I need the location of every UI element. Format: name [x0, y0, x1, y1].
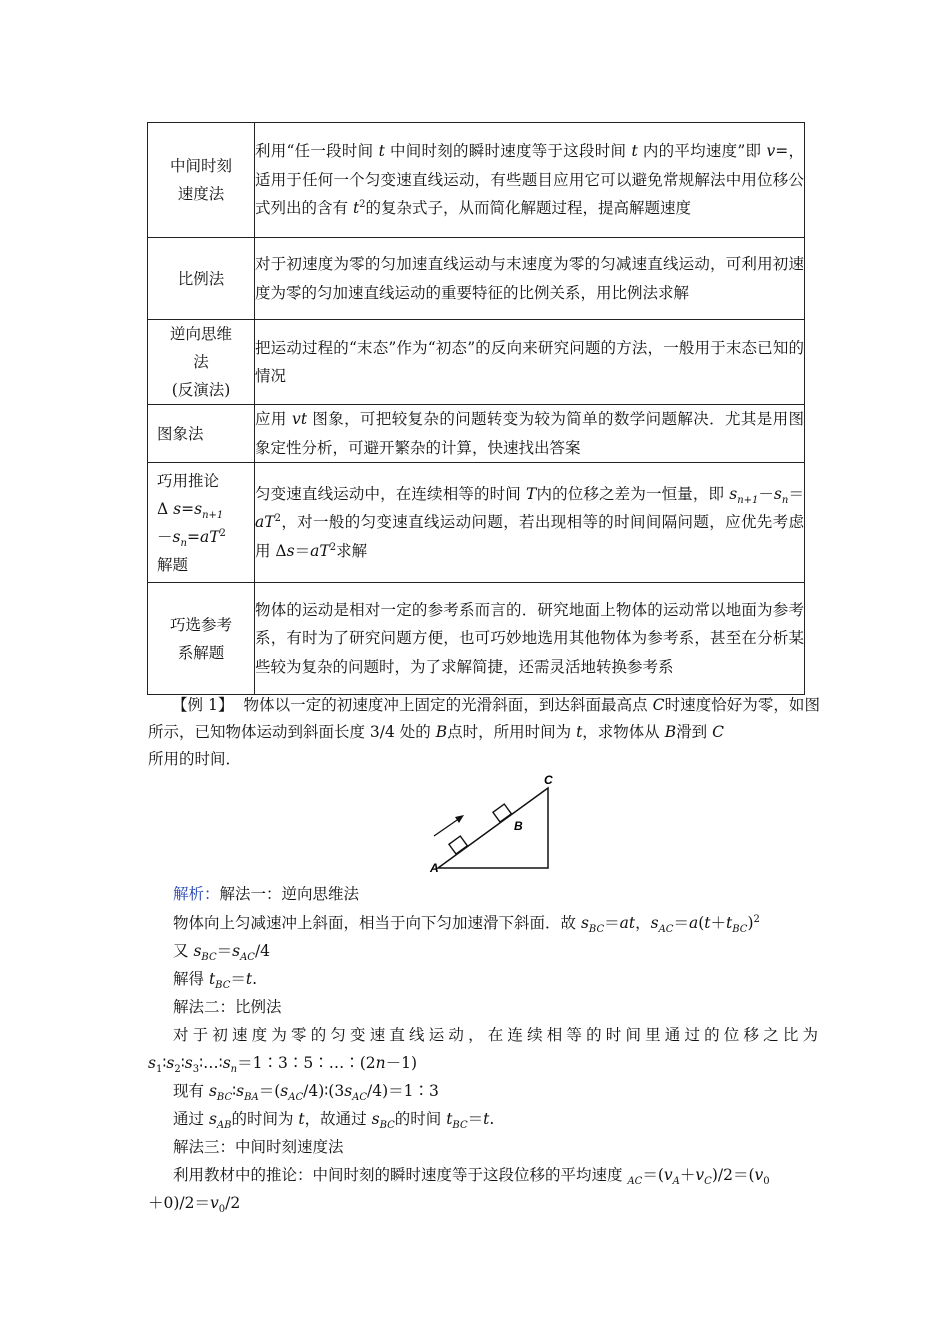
- method-description: 把运动过程的“末态”作为“初态”的反向来研究问题的方法，一般用于末态已知的情况: [255, 320, 805, 405]
- method-name: 巧选参考 系解题: [148, 583, 255, 695]
- table-row: [148, 238, 805, 320]
- solution-line: 又 $s_{BC}=s_{AC}/4$: [173, 942, 271, 964]
- method-name: 逆向思维 法 (反演法): [148, 320, 255, 405]
- solution-line: 对于初速度为零的匀变速直线运动，在连续相等的时间里通过的位移之比为: [173, 1026, 818, 1044]
- table-row: [148, 405, 805, 463]
- table-row: [148, 583, 805, 695]
- table-row: [148, 123, 805, 238]
- block-lower: [449, 836, 467, 854]
- method-description: 应用 vt 图象，可把较复杂的问题转变为较为简单的数学问题解决．尤其是用图象定性分析，可避开繁杂的计算，快速找出答案: [255, 405, 805, 463]
- methods-table: [147, 122, 805, 695]
- method-description: 匀变速直线运动中，在连续相等的时间 T内的位移之差为一恒量，即 $s_{n+1}-s_n=aT^2$，对一般的匀变速直线运动问题，若出现相等的时间间隔问题，应优先考虑用 $\Delta s=aT^2$求解: [255, 463, 805, 583]
- label-c: C: [544, 773, 553, 787]
- solution-line: 物体向上匀减速冲上斜面，相当于向下匀加速滑下斜面．故 $s_{BC}=at$，$s_{AC}=a(t+t_{BC})^2$: [173, 913, 760, 936]
- label-b: B: [514, 819, 523, 833]
- method-description: 物体的运动是相对一定的参考系而言的．研究地面上物体的运动常以地面为参考系，有时为了研究问题方便，也可巧妙地选用其他物体为参考系，甚至在分析某些较为复杂的问题时，为了求解简捷，还需灵活地转换参考系: [255, 583, 805, 695]
- solution-method3-title: 解法三：中间时刻速度法: [173, 1138, 344, 1156]
- table-row: [148, 463, 805, 583]
- method-description: 对于初速度为零的匀加速直线运动与末速度为零的匀减速直线运动，可利用初速度为零的匀加速直线运动的重要特征的比例关系，用比例法求解: [255, 238, 805, 320]
- table-row: [148, 320, 805, 405]
- example-problem: 【例 1】 物体以一定的初速度冲上固定的光滑斜面，到达斜面最高点 C时速度恰好为零，如图所示，已知物体运动到斜面长度 3/4 处的 B点时，所用时间为 t，求物体从 B滑到 C 所用的时间．: [148, 696, 820, 768]
- solution-line: 现有 $s_{BC}∶s_{BA}=(s_{AC}/4)∶(3s_{AC}/4)=1∶3$: [173, 1082, 439, 1104]
- block-upper: [493, 804, 511, 822]
- solution-line: 利用教材中的推论：中间时刻的瞬时速度等于这段位移的平均速度 $_{AC}=(v_A+v_C)/2=(v_0$: [173, 1166, 770, 1188]
- solution-line: 通过 $s_{AB}$的时间为 t，故通过 $s_{BC}$的时间 $t_{BC}=t$.: [173, 1110, 495, 1132]
- arrow-icon: [434, 815, 464, 836]
- incline-triangle: [438, 788, 548, 868]
- method-name: 巧用推论 Δ $s=s_{n+1}$ $-s_n=aT^2$ 解题: [148, 463, 255, 583]
- method-name: 中间时刻 速度法: [148, 123, 255, 238]
- label-a: A: [430, 861, 439, 875]
- method-name: 比例法: [148, 238, 255, 320]
- method-name: 图象法: [148, 405, 255, 463]
- method-description: 利用“任一段时间 t 中间时刻的瞬时速度等于这段时间 t 内的平均速度”即 v=，适用于任何一个匀变速直线运动，有些题目应用它可以避免常规解法中用位移公式列出的含有 $t^2$的复杂式子，从而简化解题过程，提高解题速度: [255, 123, 805, 238]
- solution-line: $+0)/2=v_0/2$: [148, 1194, 241, 1216]
- incline-diagram: [420, 772, 560, 880]
- solution-line: 解得 $t_{BC}=t$.: [173, 970, 258, 992]
- solution-line: $s_1∶s_2∶s_3∶\dots∶s_n=1∶3∶5∶\dots∶(2n-1)$: [148, 1054, 418, 1076]
- solution-method1-title: 解析：解法一：逆向思维法: [173, 885, 360, 903]
- solution-method2-title: 解法二：比例法: [173, 998, 282, 1016]
